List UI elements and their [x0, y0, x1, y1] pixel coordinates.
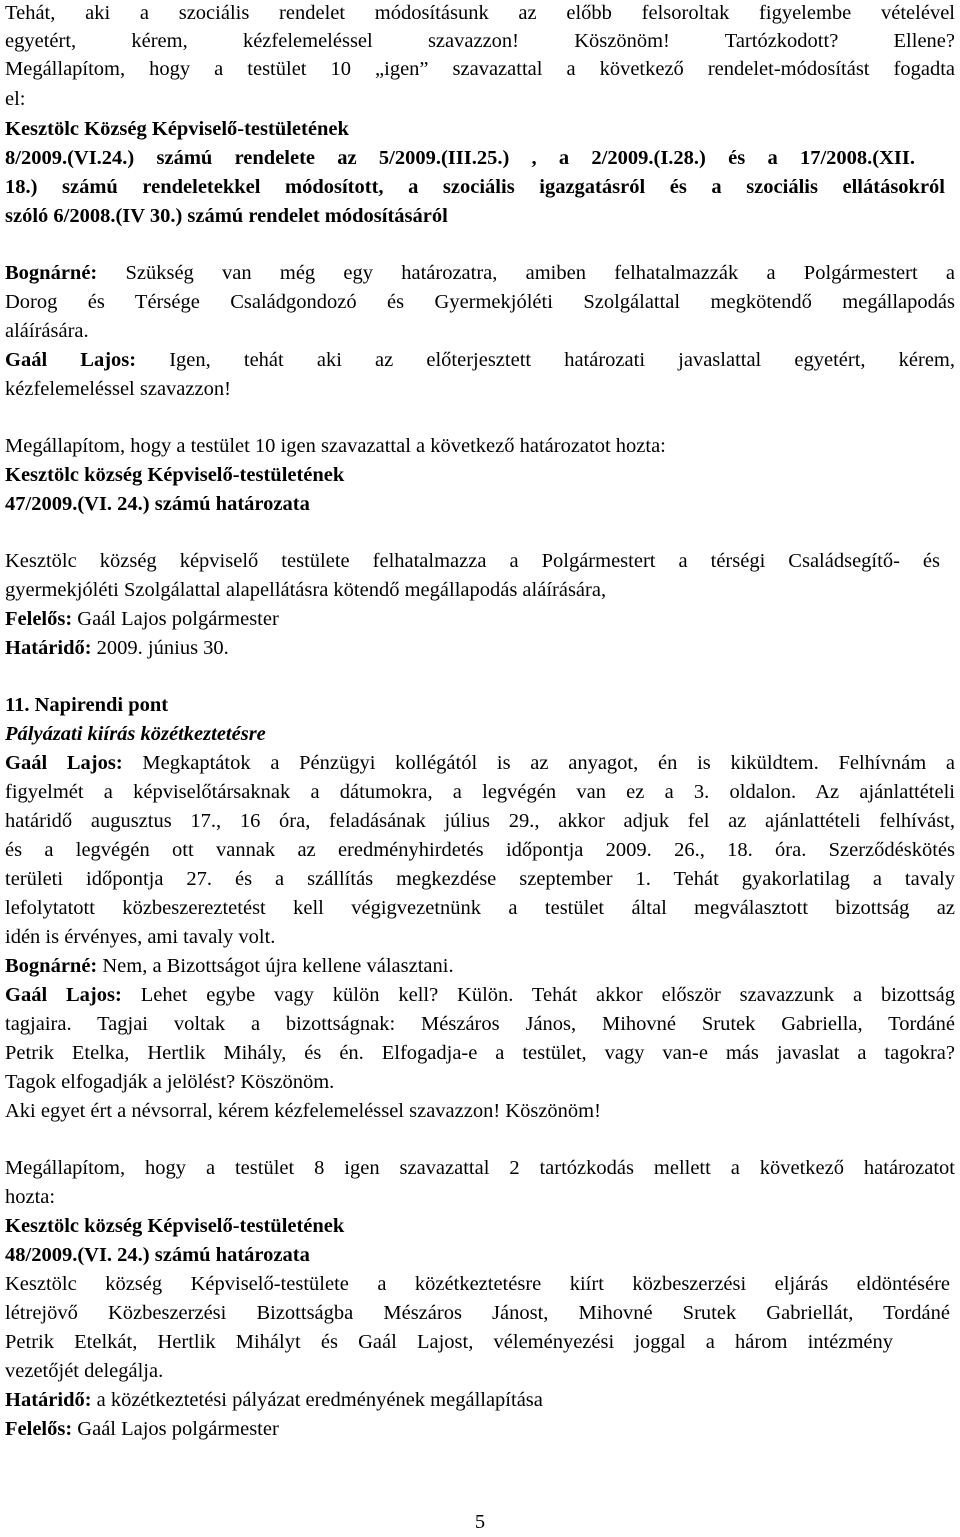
text-line [5, 56, 955, 82]
text-line [5, 1040, 955, 1066]
text-line [5, 866, 955, 892]
body-text: hozta: [5, 1186, 56, 1208]
text-line [5, 260, 955, 286]
emphasis-text: 8/2009.(VI.24.) számú rendelete az 5/2009.(III.25.) , a 2/2009.(I.28.) és a 17/2008.(XII. [5, 147, 915, 169]
emphasis-text: Bognárné: [5, 955, 98, 977]
text-line [5, 577, 955, 603]
body-text: Tehát, aki a szociális rendelet módosításunk az előbb felsoroltak figyelembe vételével [5, 2, 955, 24]
text-line [5, 145, 915, 171]
body-text: aláírására. [5, 320, 89, 342]
body-text: határidő augusztus 17., 16 óra, feladásának július 29., akkor adjuk fel az ajánlattételi felhívást, [5, 810, 955, 832]
body-text: Tagok elfogadják a jelölést? Köszönöm. [5, 1071, 335, 1093]
emphasis-text: Felelős: [5, 608, 73, 630]
text-line [5, 174, 945, 200]
body-text: figyelmét a képviselőtársaknak a dátumokra, a legvégén van ez a 3. oldalon. Az ajánlattételi [5, 781, 955, 803]
text-line [5, 953, 955, 979]
text-line [5, 895, 955, 921]
text-line [5, 1011, 955, 1037]
emphasis-text: Kesztölc község Képviselő-testületének [5, 1215, 345, 1237]
emphasis-text: 47/2009.(VI. 24.) számú határozata [5, 493, 310, 515]
text-line [5, 837, 955, 863]
text-line [5, 86, 955, 112]
text-line [5, 606, 955, 632]
text-line [5, 1213, 955, 1239]
text-line [5, 982, 955, 1008]
text-line [5, 1300, 950, 1326]
body-text: lefolytatott közbeszereztetést kell végigvezetnünk a testület által megválasztott bizottság az [5, 897, 955, 919]
body-text: Megkaptátok a Pénzügyi kollégától is az anyagot, én is kiküldtem. Felhívnám a [122, 752, 955, 774]
text-line [5, 1387, 955, 1413]
text-line [5, 491, 955, 517]
page-number: 5 [474, 1511, 486, 1533]
body-text: és a legvégén ott vannak az eredményhirdetés időpontja 2009. 26., 18. óra. Szerződéskötés [5, 839, 955, 861]
text-line [5, 1271, 950, 1297]
emphasis-text: 11. Napirendi pont [5, 694, 169, 716]
body-text: Megállapítom, hogy a testület 10 igen szavazattal a következő határozatot hozta: [5, 435, 666, 457]
body-text: Nem, a Bizottságot újra kellene választani. [97, 955, 454, 977]
text-line [5, 28, 955, 54]
body-text: Szükség van még egy határozatra, amiben felhatalmazzák a Polgármestert a [97, 262, 955, 284]
text-line [5, 779, 955, 805]
text-line [5, 433, 955, 459]
body-text: Megállapítom, hogy a testület 10 „igen” szavazattal a következő rendelet-módosítást fogadta [5, 58, 955, 80]
text-line [5, 1155, 955, 1181]
body-text: létrejövő Közbeszerzési Bizottságba Mészáros Jánost, Mihovné Srutek Gabriellát, Tordáné [5, 1302, 950, 1324]
body-text: Igen, tehát aki az előterjesztett határozati javaslattal egyetért, kérem, [136, 349, 955, 371]
body-text: Gaál Lajos polgármester [72, 608, 279, 630]
text-line [5, 376, 955, 402]
text-line [5, 1069, 955, 1095]
body-text: Petrik Etelka, Hertlik Mihály, és én. Elfogadja-e a testület, vagy van-e más javaslat a tagokra? [5, 1042, 955, 1064]
text-line [5, 924, 955, 950]
text-line [5, 750, 955, 776]
body-text: Aki egyet ért a névsorral, kérem kézfelemeléssel szavazzon! Köszönöm! [5, 1100, 601, 1122]
body-text: kézfelemeléssel szavazzon! [5, 378, 231, 400]
body-text: a közétkeztetési pályázat eredményének megállapítása [91, 1389, 543, 1411]
text-line [5, 462, 955, 488]
body-text: Kesztölc község Képviselő-testülete a közétkeztetésre kiírt közbeszerzési eljárás eldöntésére [5, 1273, 950, 1295]
body-text: 2009. június 30. [91, 637, 229, 659]
body-text: egyetért, kérem, kézfelemeléssel szavazzon! Köszönöm! Tartózkodott? Ellene? [5, 30, 955, 52]
body-text: Gaál Lajos polgármester [72, 1418, 279, 1440]
text-line [5, 116, 955, 142]
emphasis-text: Kesztölc község Képviselő-testületének [5, 464, 345, 486]
text-line [5, 548, 940, 574]
emphasis-text: Pályázati kiírás közétkeztetésre [5, 723, 266, 745]
text-line [5, 203, 955, 229]
emphasis-text: Bognárné: [5, 262, 98, 284]
body-text: gyermekjóléti Szolgálattal alapellátásra kötendő megállapodás aláírására, [5, 579, 607, 601]
body-text: vezetőjét delegálja. [5, 1360, 164, 1382]
emphasis-text: 18.) számú rendeletekkel módosított, a szociális igazgatásról és a szociális ellátásokról [5, 176, 945, 198]
text-line [5, 808, 955, 834]
text-line [5, 1329, 893, 1355]
text-line [5, 635, 955, 661]
body-text: területi időpontja 27. és a szállítás megkezdése szeptember 1. Tehát gyakorlatilag a tavaly [5, 868, 955, 890]
body-text: Kesztölc község képviselő testülete felhatalmazza a Polgármestert a térségi Családsegítő- és [5, 550, 940, 572]
emphasis-text: 48/2009.(VI. 24.) számú határozata [5, 1244, 310, 1266]
body-text: Dorog és Térsége Családgondozó és Gyermekjóléti Szolgálattal megkötendő megállapodás [5, 291, 955, 313]
body-text: Lehet egybe vagy külön kell? Külön. Tehát akkor először szavazzunk a bizottság [121, 984, 955, 1006]
emphasis-text: Határidő: [5, 1389, 92, 1411]
emphasis-text: Felelős: [5, 1418, 73, 1440]
emphasis-text: szóló 6/2008.(IV 30.) számú rendelet módosításáról [5, 205, 448, 227]
text-line [5, 692, 955, 718]
emphasis-text: Kesztölc Község Képviselő-testületének [5, 118, 349, 140]
emphasis-text: Gaál Lajos: [5, 752, 123, 774]
text-line [5, 318, 955, 344]
text-line [5, 1358, 955, 1384]
body-text: tagjaira. Tagjai voltak a bizottságnak: Mészáros János, Mihovné Srutek Gabriella, Tordáné [5, 1013, 955, 1035]
text-line [5, 1098, 955, 1124]
text-line [5, 0, 955, 26]
text-line [5, 289, 955, 315]
text-line [5, 1242, 955, 1268]
body-text: el: [5, 88, 26, 110]
text-line [5, 1184, 955, 1210]
body-text: idén is érvényes, ami tavaly volt. [5, 926, 276, 948]
emphasis-text: Határidő: [5, 637, 92, 659]
text-line [5, 347, 955, 373]
text-line [5, 1416, 955, 1442]
text-line [5, 721, 955, 747]
body-text: Petrik Etelkát, Hertlik Mihályt és Gaál Lajost, véleményezési joggal a három intézmény [5, 1331, 893, 1353]
emphasis-text: Gaál Lajos: [5, 984, 122, 1006]
body-text: Megállapítom, hogy a testület 8 igen szavazattal 2 tartózkodás mellett a következő határozatot [5, 1157, 955, 1179]
emphasis-text: Gaál Lajos: [5, 349, 137, 371]
